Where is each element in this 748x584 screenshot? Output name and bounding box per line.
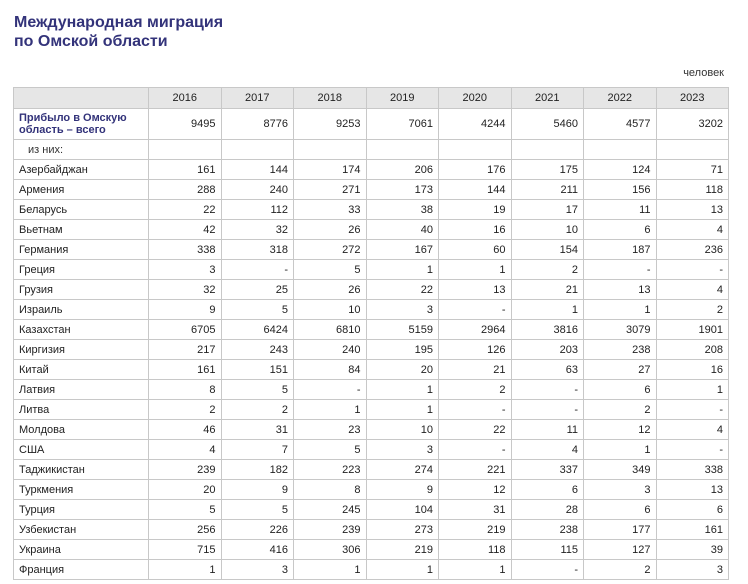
header-cell-year: 2023 (656, 88, 729, 109)
table-cell: 4 (656, 280, 729, 300)
row-label: Таджикистан (14, 460, 149, 480)
table-row (14, 500, 729, 520)
table-row (14, 460, 729, 480)
table-cell: 6810 (294, 320, 367, 340)
table-cell: 174 (294, 160, 367, 180)
header-cell-year: 2020 (439, 88, 512, 109)
table-cell: 338 (656, 460, 729, 480)
table-cell: 13 (656, 200, 729, 220)
table-cell: 182 (221, 460, 294, 480)
table-cell: 20 (366, 360, 439, 380)
table-cell: 23 (294, 420, 367, 440)
table-row (14, 340, 729, 360)
table-cell: - (511, 400, 584, 420)
table-cell: 6 (511, 480, 584, 500)
table-cell: 1 (366, 560, 439, 580)
table-cell: 2 (439, 380, 512, 400)
table-cell: 5 (221, 500, 294, 520)
table-cell: 9 (149, 300, 222, 320)
page-title-line2: по Омской области (14, 33, 168, 50)
table-cell: 1 (584, 300, 657, 320)
table-cell: - (584, 260, 657, 280)
table-cell: 32 (221, 220, 294, 240)
table-cell: 156 (584, 180, 657, 200)
row-label: Молдова (14, 420, 149, 440)
table-cell: 4577 (584, 109, 657, 140)
table-cell: 21 (439, 360, 512, 380)
table-cell: 226 (221, 520, 294, 540)
table-body (14, 109, 729, 580)
table-row (14, 420, 729, 440)
table-cell: 22 (366, 280, 439, 300)
table-cell: 13 (656, 480, 729, 500)
table-cell: 223 (294, 460, 367, 480)
table-row (14, 520, 729, 540)
page-title (14, 13, 223, 51)
table-cell-empty (656, 140, 729, 160)
table-cell: 16 (439, 220, 512, 240)
table-cell: 8 (294, 480, 367, 500)
table-cell: 13 (584, 280, 657, 300)
table-row-total (14, 109, 729, 140)
table-cell: 16 (656, 360, 729, 380)
table-row (14, 440, 729, 460)
table-cell: 219 (366, 540, 439, 560)
row-label: Литва (14, 400, 149, 420)
table-cell: 12 (584, 420, 657, 440)
table-cell: 32 (149, 280, 222, 300)
table-row (14, 240, 729, 260)
table-cell: 306 (294, 540, 367, 560)
table-cell: 1 (294, 560, 367, 580)
table-cell: 1 (511, 300, 584, 320)
table-row-subheader (14, 140, 729, 160)
table-cell: 4 (656, 220, 729, 240)
row-label: Греция (14, 260, 149, 280)
table-cell: 26 (294, 220, 367, 240)
table-cell: 7061 (366, 109, 439, 140)
table-cell: - (221, 260, 294, 280)
table-cell: 4 (656, 420, 729, 440)
table-cell: 9 (366, 480, 439, 500)
table-cell: 3079 (584, 320, 657, 340)
table-cell: 195 (366, 340, 439, 360)
table-cell: 38 (366, 200, 439, 220)
row-label: Прибыло в Омскую область – всего (14, 109, 149, 140)
table-row (14, 560, 729, 580)
table-cell: 39 (656, 540, 729, 560)
table-row (14, 180, 729, 200)
table-cell: 240 (221, 180, 294, 200)
table-cell: 3202 (656, 109, 729, 140)
table-cell: 22 (439, 420, 512, 440)
table-cell: 1 (656, 380, 729, 400)
table-cell: 104 (366, 500, 439, 520)
table-cell: 239 (149, 460, 222, 480)
table-cell: - (439, 300, 512, 320)
table-cell: 3 (149, 260, 222, 280)
table-cell: 31 (439, 500, 512, 520)
table-cell: 337 (511, 460, 584, 480)
table-cell: 256 (149, 520, 222, 540)
table-cell: 238 (511, 520, 584, 540)
table-cell: 1 (366, 400, 439, 420)
table-cell: 154 (511, 240, 584, 260)
table-cell-empty (149, 140, 222, 160)
table-row (14, 220, 729, 240)
row-label: Узбекистан (14, 520, 149, 540)
table-cell: 243 (221, 340, 294, 360)
table-cell: 5 (294, 260, 367, 280)
page-title-line1: Международная миграция (14, 14, 224, 31)
table-cell: 63 (511, 360, 584, 380)
table-cell: 5 (221, 300, 294, 320)
row-label: США (14, 440, 149, 460)
table-cell: 245 (294, 500, 367, 520)
table-cell-empty (294, 140, 367, 160)
table-cell: 2 (656, 300, 729, 320)
table-cell: 12 (439, 480, 512, 500)
unit-label: человек (683, 67, 724, 79)
row-label: Турция (14, 500, 149, 520)
table-cell: - (439, 440, 512, 460)
table-cell: 167 (366, 240, 439, 260)
table-cell: 1 (366, 380, 439, 400)
table-cell: 187 (584, 240, 657, 260)
header-cell-year: 2021 (511, 88, 584, 109)
table-cell: 127 (584, 540, 657, 560)
table-cell: 22 (149, 200, 222, 220)
table-cell: 2964 (439, 320, 512, 340)
table-cell: 126 (439, 340, 512, 360)
table-row (14, 300, 729, 320)
table-cell: 715 (149, 540, 222, 560)
table-cell: 272 (294, 240, 367, 260)
header-cell-year: 2019 (366, 88, 439, 109)
table-cell: 20 (149, 480, 222, 500)
table-cell: 115 (511, 540, 584, 560)
row-label: Казахстан (14, 320, 149, 340)
table-cell: 4244 (439, 109, 512, 140)
table-cell: 1 (366, 260, 439, 280)
table-cell: 173 (366, 180, 439, 200)
table-cell: 31 (221, 420, 294, 440)
table-cell: 8776 (221, 109, 294, 140)
table-cell: - (656, 440, 729, 460)
table-cell: 2 (221, 400, 294, 420)
header-cell-year: 2017 (221, 88, 294, 109)
table-cell: 2 (149, 400, 222, 420)
table-cell: 2 (584, 400, 657, 420)
table-cell: 3 (366, 440, 439, 460)
table-cell: 236 (656, 240, 729, 260)
table-cell: 1 (149, 560, 222, 580)
table-cell: - (439, 400, 512, 420)
table-row (14, 480, 729, 500)
table-cell: 112 (221, 200, 294, 220)
row-label: Армения (14, 180, 149, 200)
table-cell: 239 (294, 520, 367, 540)
table-cell: 338 (149, 240, 222, 260)
table-cell: 3816 (511, 320, 584, 340)
table-cell: 3 (366, 300, 439, 320)
table-cell: 6705 (149, 320, 222, 340)
table-cell-empty (221, 140, 294, 160)
table-cell: 5 (149, 500, 222, 520)
header-cell-empty (14, 88, 149, 109)
table-cell: 10 (294, 300, 367, 320)
table-cell: 288 (149, 180, 222, 200)
table-cell: 206 (366, 160, 439, 180)
table-cell: 118 (439, 540, 512, 560)
table-cell: - (656, 260, 729, 280)
table-cell: 3 (656, 560, 729, 580)
table-cell: 8 (149, 380, 222, 400)
table-cell: 175 (511, 160, 584, 180)
table-cell: 217 (149, 340, 222, 360)
header-cell-year: 2022 (584, 88, 657, 109)
table-cell-empty (511, 140, 584, 160)
table-cell: 84 (294, 360, 367, 380)
table-cell: 6 (656, 500, 729, 520)
table-cell: 177 (584, 520, 657, 540)
table-cell: - (511, 380, 584, 400)
table-row (14, 320, 729, 340)
table-cell: 71 (656, 160, 729, 180)
table-cell: 273 (366, 520, 439, 540)
table-cell: 1 (584, 440, 657, 460)
table-cell: 240 (294, 340, 367, 360)
row-label: Азербайджан (14, 160, 149, 180)
row-label: из них: (14, 140, 149, 160)
table-cell: 9253 (294, 109, 367, 140)
table-cell: 3 (221, 560, 294, 580)
table-row (14, 360, 729, 380)
row-label: Украина (14, 540, 149, 560)
table-cell: 21 (511, 280, 584, 300)
table-cell: 60 (439, 240, 512, 260)
table-cell: 6424 (221, 320, 294, 340)
table-cell: 5460 (511, 109, 584, 140)
table-cell-empty (439, 140, 512, 160)
table-cell: 318 (221, 240, 294, 260)
table-row (14, 380, 729, 400)
table-cell: 203 (511, 340, 584, 360)
table-cell: 10 (511, 220, 584, 240)
table-cell: 221 (439, 460, 512, 480)
table-cell: 1 (294, 400, 367, 420)
table-cell-empty (366, 140, 439, 160)
row-label: Киргизия (14, 340, 149, 360)
table-cell: - (294, 380, 367, 400)
table-cell: 28 (511, 500, 584, 520)
header-row (14, 88, 729, 109)
table-cell: 238 (584, 340, 657, 360)
table-cell: 25 (221, 280, 294, 300)
table-cell: 4 (511, 440, 584, 460)
table-cell: - (656, 400, 729, 420)
migration-table (13, 87, 729, 580)
table-cell: 118 (656, 180, 729, 200)
table-cell: 1 (439, 560, 512, 580)
table-cell: 17 (511, 200, 584, 220)
table-cell: 151 (221, 360, 294, 380)
table-cell: 211 (511, 180, 584, 200)
table-cell: 26 (294, 280, 367, 300)
table-row (14, 540, 729, 560)
header-cell-year: 2018 (294, 88, 367, 109)
table-cell: 176 (439, 160, 512, 180)
table-cell: 33 (294, 200, 367, 220)
table-cell: - (511, 560, 584, 580)
table-cell: 27 (584, 360, 657, 380)
table-cell: 6 (584, 500, 657, 520)
table-cell: 161 (149, 360, 222, 380)
table-cell: 124 (584, 160, 657, 180)
table-cell: 9495 (149, 109, 222, 140)
table-cell: 5159 (366, 320, 439, 340)
table-cell: 6 (584, 220, 657, 240)
table-cell: 6 (584, 380, 657, 400)
table-cell: 144 (221, 160, 294, 180)
table-cell: 161 (149, 160, 222, 180)
table-header (14, 88, 729, 109)
table-cell: 349 (584, 460, 657, 480)
table-cell: 416 (221, 540, 294, 560)
row-label: Вьетнам (14, 220, 149, 240)
table-cell-empty (584, 140, 657, 160)
table-cell: 46 (149, 420, 222, 440)
table-cell: 2 (584, 560, 657, 580)
table-cell: 161 (656, 520, 729, 540)
table-cell: 19 (439, 200, 512, 220)
table-row (14, 280, 729, 300)
table-cell: 144 (439, 180, 512, 200)
table-cell: 1901 (656, 320, 729, 340)
row-label: Германия (14, 240, 149, 260)
table-cell: 10 (366, 420, 439, 440)
table-cell: 40 (366, 220, 439, 240)
table-cell: 42 (149, 220, 222, 240)
table-cell: 11 (584, 200, 657, 220)
table-cell: 271 (294, 180, 367, 200)
table-row (14, 200, 729, 220)
table-cell: 5 (294, 440, 367, 460)
table-cell: 274 (366, 460, 439, 480)
table-row (14, 400, 729, 420)
row-label: Туркмения (14, 480, 149, 500)
row-label: Израиль (14, 300, 149, 320)
table-cell: 208 (656, 340, 729, 360)
table-cell: 3 (584, 480, 657, 500)
table-cell: 5 (221, 380, 294, 400)
row-label: Латвия (14, 380, 149, 400)
table-row (14, 260, 729, 280)
row-label: Беларусь (14, 200, 149, 220)
table-cell: 13 (439, 280, 512, 300)
table-cell: 11 (511, 420, 584, 440)
table-cell: 9 (221, 480, 294, 500)
table-cell: 1 (439, 260, 512, 280)
header-cell-year: 2016 (149, 88, 222, 109)
row-label: Китай (14, 360, 149, 380)
row-label: Грузия (14, 280, 149, 300)
table-cell: 219 (439, 520, 512, 540)
table-cell: 4 (149, 440, 222, 460)
table-cell: 2 (511, 260, 584, 280)
row-label: Франция (14, 560, 149, 580)
table-cell: 7 (221, 440, 294, 460)
table-row (14, 160, 729, 180)
